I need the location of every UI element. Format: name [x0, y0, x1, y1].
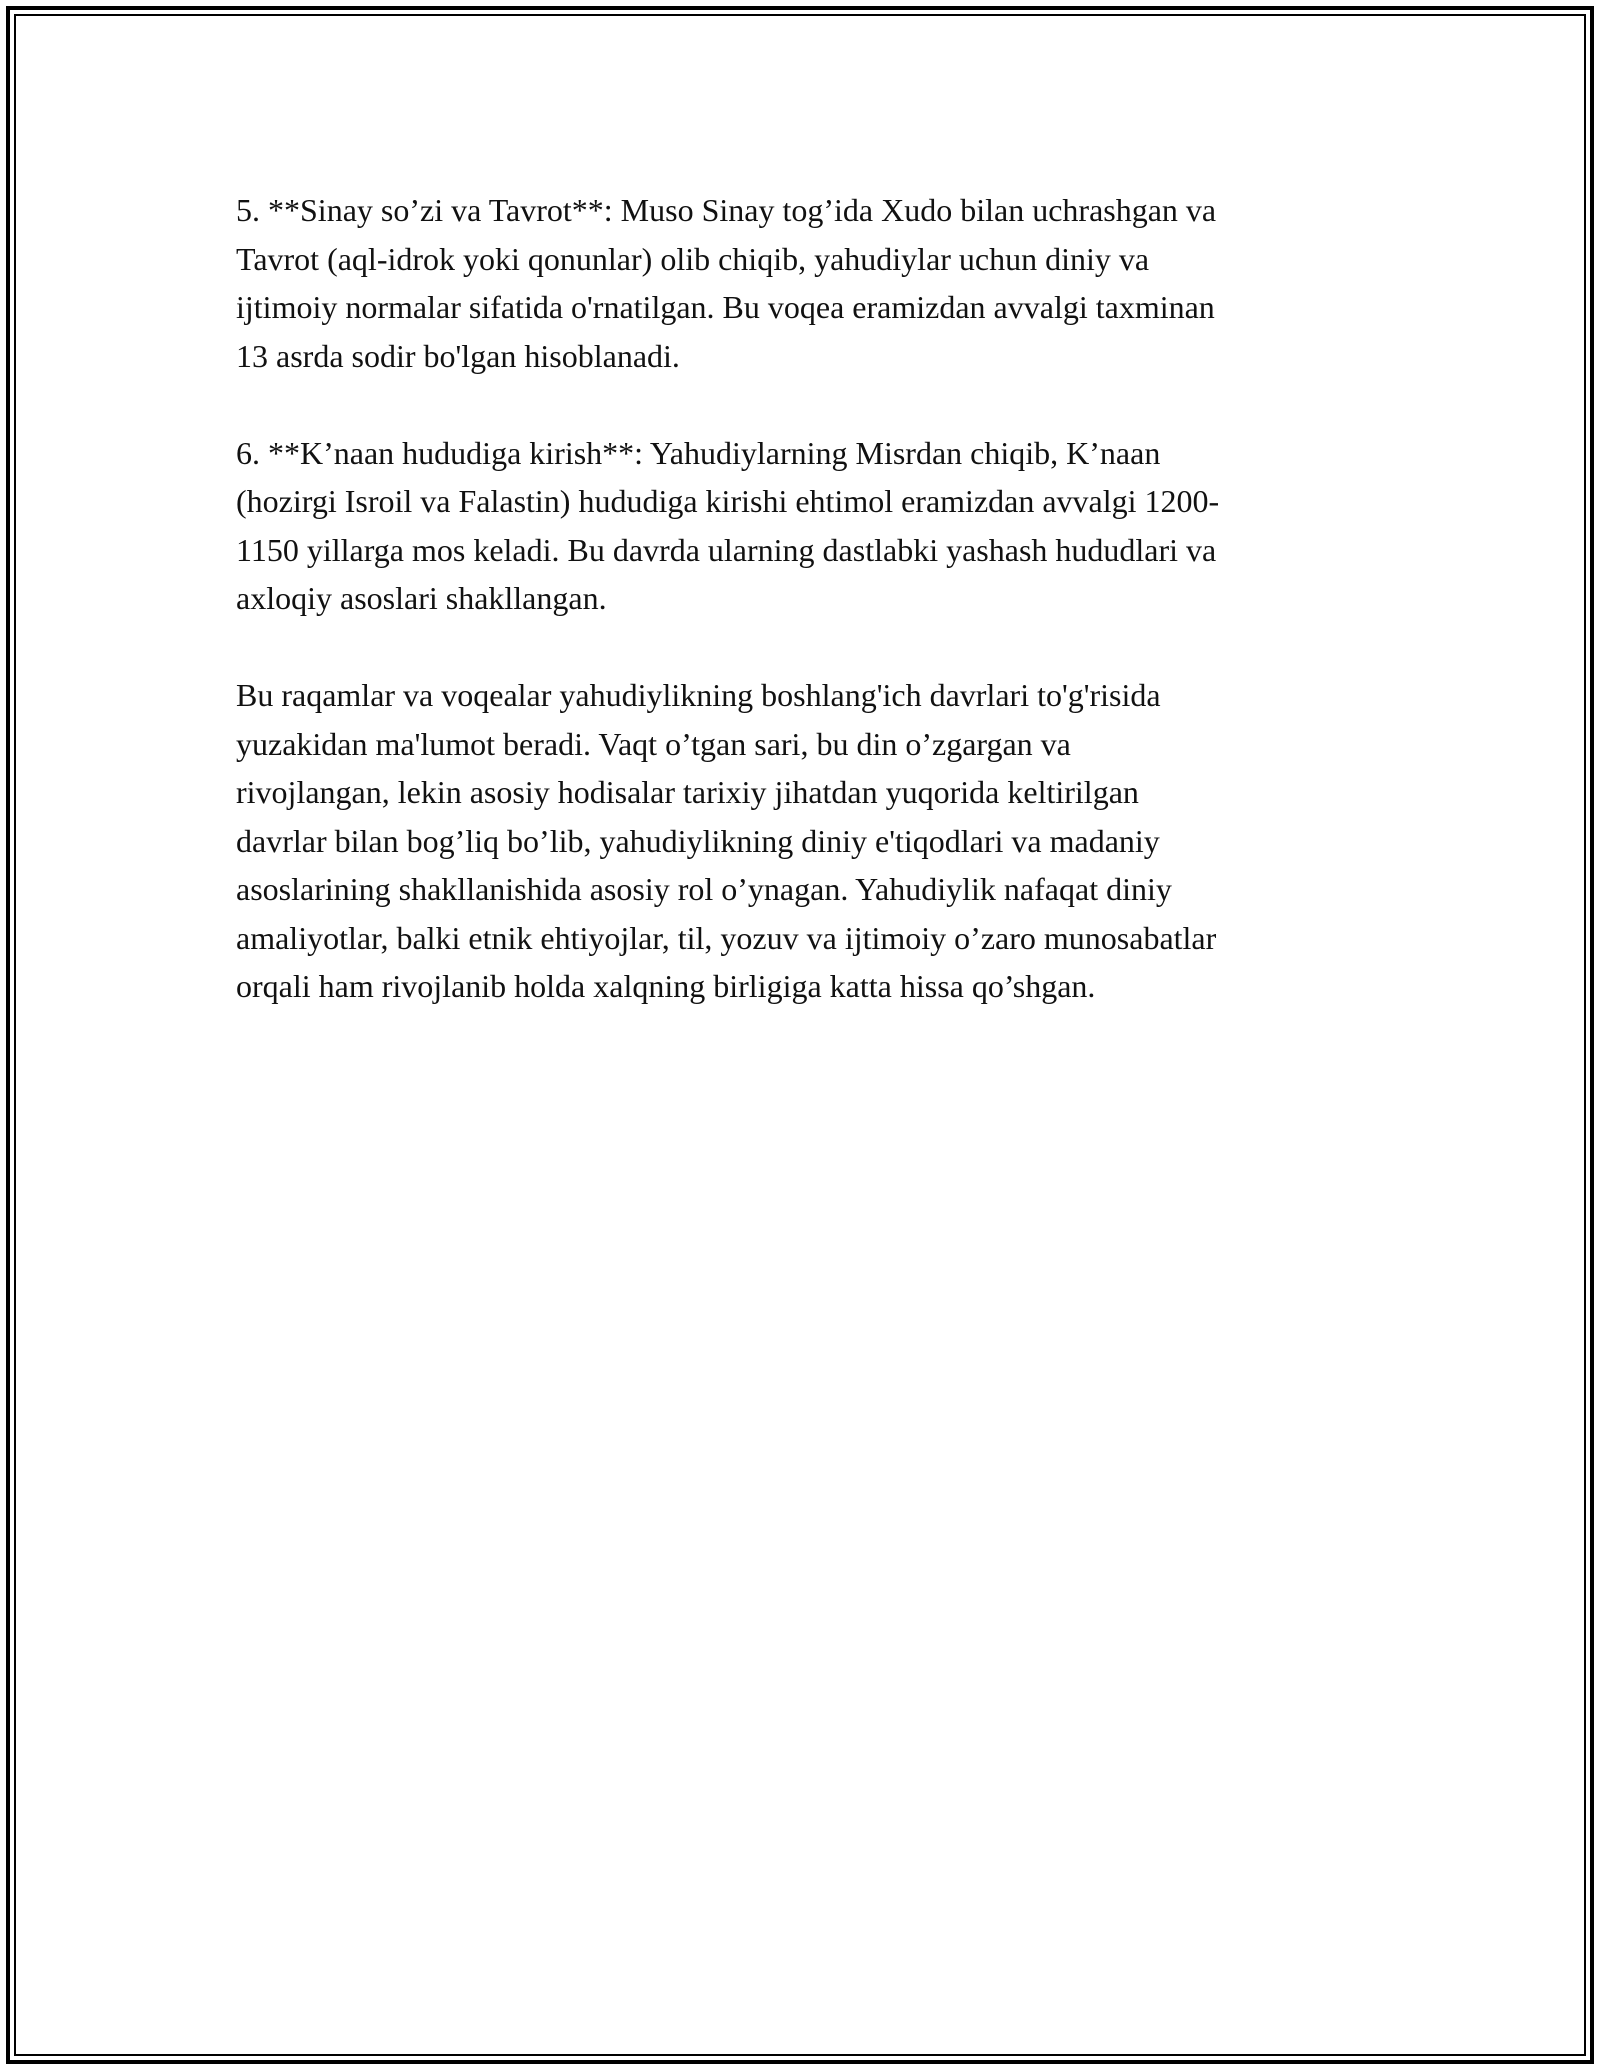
text-line: amaliyotlar, balki etnik ehtiyojlar, til, yozuv va ijtimoiy o’zaro munosabatlar: [236, 919, 1217, 956]
text-line: 13 asrda sodir bo'lgan hisoblanadi.: [236, 337, 680, 374]
text-line: davrlar bilan bog’liq bo’lib, yahudiylikning diniy e'tiqodlari va madaniy: [236, 822, 1160, 859]
paragraph-conclusion: [236, 671, 1366, 1011]
document-body: [236, 186, 1366, 1059]
text-line: 1150 yillarga mos keladi. Bu davrda ularning dastlabki yashash hududlari va: [236, 531, 1217, 568]
text-line: ijtimoiy normalar sifatida o'rnatilgan. Bu voqea eramizdan avvalgi taxminan: [236, 289, 1215, 325]
text-line: orqali ham rivojlanib holda xalqning birligiga katta hissa qo’shgan.: [236, 968, 1096, 1004]
text-line: asoslarining shakllanishida asosiy rol o’ynagan. Yahudiylik nafaqat diniy: [236, 871, 1172, 907]
text-line: 6. **K’naan hududiga kirish**: Yahudiylarning Misrdan chiqib, K’naan: [236, 434, 1161, 471]
text-line: (hozirgi Isroil va Falastin) hududiga kirishi ehtimol eramizdan avvalgi 1200-: [236, 483, 1220, 519]
text-line: Tavrot (aql-idrok yoki qonunlar) olib chiqib, yahudiylar uchun diniy va: [236, 240, 1150, 277]
text-line: 5. **Sinay so’zi va Tavrot**: Muso Sinay tog’ida Xudo bilan uchrashgan va: [236, 192, 1217, 228]
text-line: Bu raqamlar va voqealar yahudiylikning boshlang'ich davrlari to'g'risida: [236, 677, 1161, 713]
paragraph-knaan: [236, 429, 1366, 623]
text-line: axloqiy asoslari shakllangan.: [236, 580, 607, 616]
text-line: yuzakidan ma'lumot beradi. Vaqt o’tgan sari, bu din o’zgargan va: [236, 725, 1071, 762]
text-line: rivojlangan, lekin asosiy hodisalar tarixiy jihatdan yuqorida keltirilgan: [236, 774, 1139, 810]
paragraph-sinay-tavrot: [236, 186, 1366, 380]
